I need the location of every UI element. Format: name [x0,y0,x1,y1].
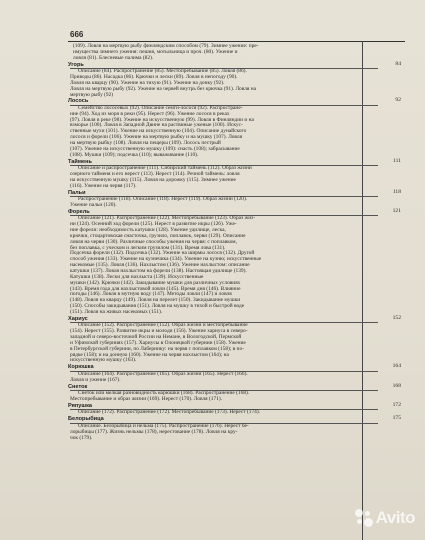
entry-text-line: ственные мухи (101). Ужение на искусственную (104). Описание дунайского [70,128,247,135]
section-heading: Корюшка [68,364,94,371]
entry-text-line: Снеток или мелкая разновидность корюшки (168). Распространение (168). [78,390,250,397]
entry-text-line: имущества зимнего ужения: пешня, мотыльница и проч. (80). Ужение и [73,48,238,55]
entry-text-line: ние (94). Ход из моря в реки (95). Нерест (96). Ужение лосося в реках [70,110,230,117]
entry-text-line: Ловля на мертвую рыбу (92). Ужение на червей внутрь без крючка (91). Ловля на [70,85,257,92]
entry-text-line: Описание (152). Распространение (152). Образ жизни и местопребывание [78,322,248,329]
section-heading: Лосось [68,98,89,105]
entry-text-line: Подсечка форели (132). Подсечка (132). Ужение на ширмы лосося (132). Другой [70,250,255,257]
toc-entry [68,363,401,383]
table-of-contents [68,43,401,441]
entry-text-line: Распространение (118). Описание (118). Нерест (119). Образ жизни (120). [78,196,248,203]
section-page-number: 118 [392,188,401,195]
section-heading: Белорыбица [68,416,104,423]
entry-text-line: мушки (142). Крючки (142). Закидывание мушки для различных условиях [70,279,241,286]
top-rule [68,41,405,42]
entry-text-line: Ужение пальи (120). [70,201,117,208]
entry-text-line: крючки, стоцартовская снасточка, грузило, поплавок, черви (129). Описание [70,232,246,239]
entry-text-line: (143). Время года для нахлыстовой ловли (145). Время дня (146). Влияние [70,285,241,292]
section-page-number: 175 [392,415,401,422]
entry-text-line: и Уфимской губерниях (157). Хариусы в Олонецкой губернии (158). Ужение [70,339,246,346]
section-heading: Пальи [68,189,86,196]
avito-watermark [355,508,415,528]
entry-text-line: взморье (100). Ловля в Западной Двине на раствиные уженые (100). Искус- [70,122,243,129]
entry-text-line: (148). Ловля на кварцу (149). Ловля на перелет (150). Закидывание мушки [70,297,241,304]
toc-entry [68,188,401,209]
entry-text-line: катушки (137). Ловля нахлыстом на форели (138). Настоящая удилище (139). [70,267,247,274]
entry-text-line: Семейство лососевых (92). Описание семги-лосося (92). Распростране- [78,104,243,111]
section-heading: Таймень [68,158,92,165]
section-heading: Угорь [68,61,84,68]
entry-text-line: Описание (172). Распространение (172). Местопребывание (173). Нерест (174). [78,409,260,416]
entry-text-line: погоды (146). Ловля в мутную воду (147). Методы ловли (147) и ловля [70,291,232,298]
entry-text-line: Ловля на кварцу (90). Ужение на тихую (91). Ужение на донку (92). [70,79,225,86]
toc-entry [68,207,401,316]
section-heading: Ряпушка [68,402,92,409]
entry-text-line: Описание (121). Распространение (122). Местопребывание (123). Образ жиз- [78,215,256,222]
entry-text-line: на мертвую рыбку (108). Ловля на пещеры (109). Лосось пестрый [70,140,221,146]
entry-text-line: (109). Ловля на мертвую рыбу финляндским способом (79). Зимнее ужение: пре- [73,43,259,49]
entry-text-line: (116). Ужение на червя (117). [70,182,137,189]
section-page-number: 152 [392,314,401,321]
toc-entry [68,97,401,158]
toc-entry [68,415,401,441]
entry-text-line: Ловля и ужение (167). [70,376,121,383]
entry-text-line: на искусственную мушку (115). Ловля на дорожку (115). Зимнее ужение [70,176,236,183]
entry-text-line: (108). Мушки (109); подсечка (110); вываживание (110). [70,151,199,158]
section-page-number: 168 [392,382,401,389]
entry-text-line: мертвую рыбу (92) [70,91,114,98]
section-page-number: 164 [392,363,401,370]
entry-text-line: лорыбицы (177). Жизнь нельмы (178), нерестование (178). Ловля на кру- [70,428,238,435]
entry-text-line: озерного тайменя и его нерест (113). Нерест (114). Речной таймень: ловля [70,170,240,177]
toc-entry [68,60,401,99]
entry-text-line: Катушки (138). Лески для нахлыста (139). Искусственные [70,273,204,280]
toc-entry [68,314,401,365]
entry-text-line: (97). Ловля в реке (98). Ужение на искусственную (99). Ловля в Финляндии и на [70,116,254,123]
toc-entry [68,401,401,416]
entry-text-line: (151). Ловля на живых насекомых (151). [70,308,163,315]
entry-text-line: Описание (84). Распространение (85). Местопребывание (85). Ловля (86). [78,68,247,75]
entry-text-line: лосося и форели (106). Ужение на мертвую рыбку и на мушку (107). Ловля [70,134,243,141]
watermark-text: Avito [375,508,415,527]
entry-text-line: ние форели: необходимость катушки (128). Ужение удилище, леска, [70,227,226,234]
section-heading: Хариус [68,315,88,322]
entry-text-line: Местопребывание и образ жизни (169). Нерест (170). Ловля (171). [70,395,223,402]
entry-text-line: ни (124). Осенний ход форели (125). Нерест в развитие икры (126). Уже- [70,221,237,228]
section-heading: Форель [68,208,90,215]
entry-text-line: в Петербургской губернии, по Лабернику: на червя с поплавком (158); в по- [70,345,244,352]
entry-text-line: способ ужения (133). Ужение на кузнечика (134). Ужение на кузню; искусственные [70,256,262,263]
section-page-number: 121 [392,207,401,214]
entry-text-line: искусственную мушку (163). [70,357,137,364]
entry-text-line: (154). Нерест (155). Развитие икры и молоди (156). Ужение хариуса в северо- [70,328,248,335]
entry-text-line: Приводы (86). Насадка (86). Крючки и лески (89). Ловля в непогоду (90). [70,73,238,80]
toc-entry [68,157,401,190]
entry-text-line: чок (179). [70,434,93,441]
avito-logo-icon [355,509,373,527]
entry-text-line: рядке (158); и на донную (160). Ужение на червя нахлыстом (164); на [70,351,229,358]
entry-text-line: ловля (81). Блесневые палима (82). [73,54,154,61]
entry-text-line: западной и северо-восточной России на Немане, в Вологодской, Пермской [70,334,242,340]
entry-text-line: Описание. Белорыбица и нельма (175). Распространение (176). Нерест бе- [78,422,249,429]
entry-text-line: (107). Ужение на искусственную мушку (109): снасть (108); забрасывание [70,145,240,152]
toc-entry [68,382,401,403]
section-heading: Снеток [68,383,88,390]
entry-text-line: без поплавка, с уческом и легким грузилом (131). Время лова (131). [70,244,226,251]
page-number: 666 [70,30,84,39]
section-page-number: 111 [393,157,401,164]
section-page-number: 84 [395,60,401,67]
entry-text-line: Описание и распространение (111). Сибирский таймень (112). Образ жизни [78,165,252,172]
entry-text-line: (150). Способы закидывания (151). Ловля на мушку в тихой и быстрой воде [70,303,245,310]
entry-text-line: Описание (164). Распространение (165). Образ жизни (165). Нерест (166). [78,370,248,377]
section-page-number: 172 [392,401,401,408]
entry-text-line: ловля на черви (130). Различные способы ужения на червя: с поплавком, [70,238,237,245]
entry-text-line: насекомые (135). Ловля (136). Нахлыстом (136). Ужение нахлыстом: описание [70,262,250,269]
section-page-number: 92 [395,97,401,104]
